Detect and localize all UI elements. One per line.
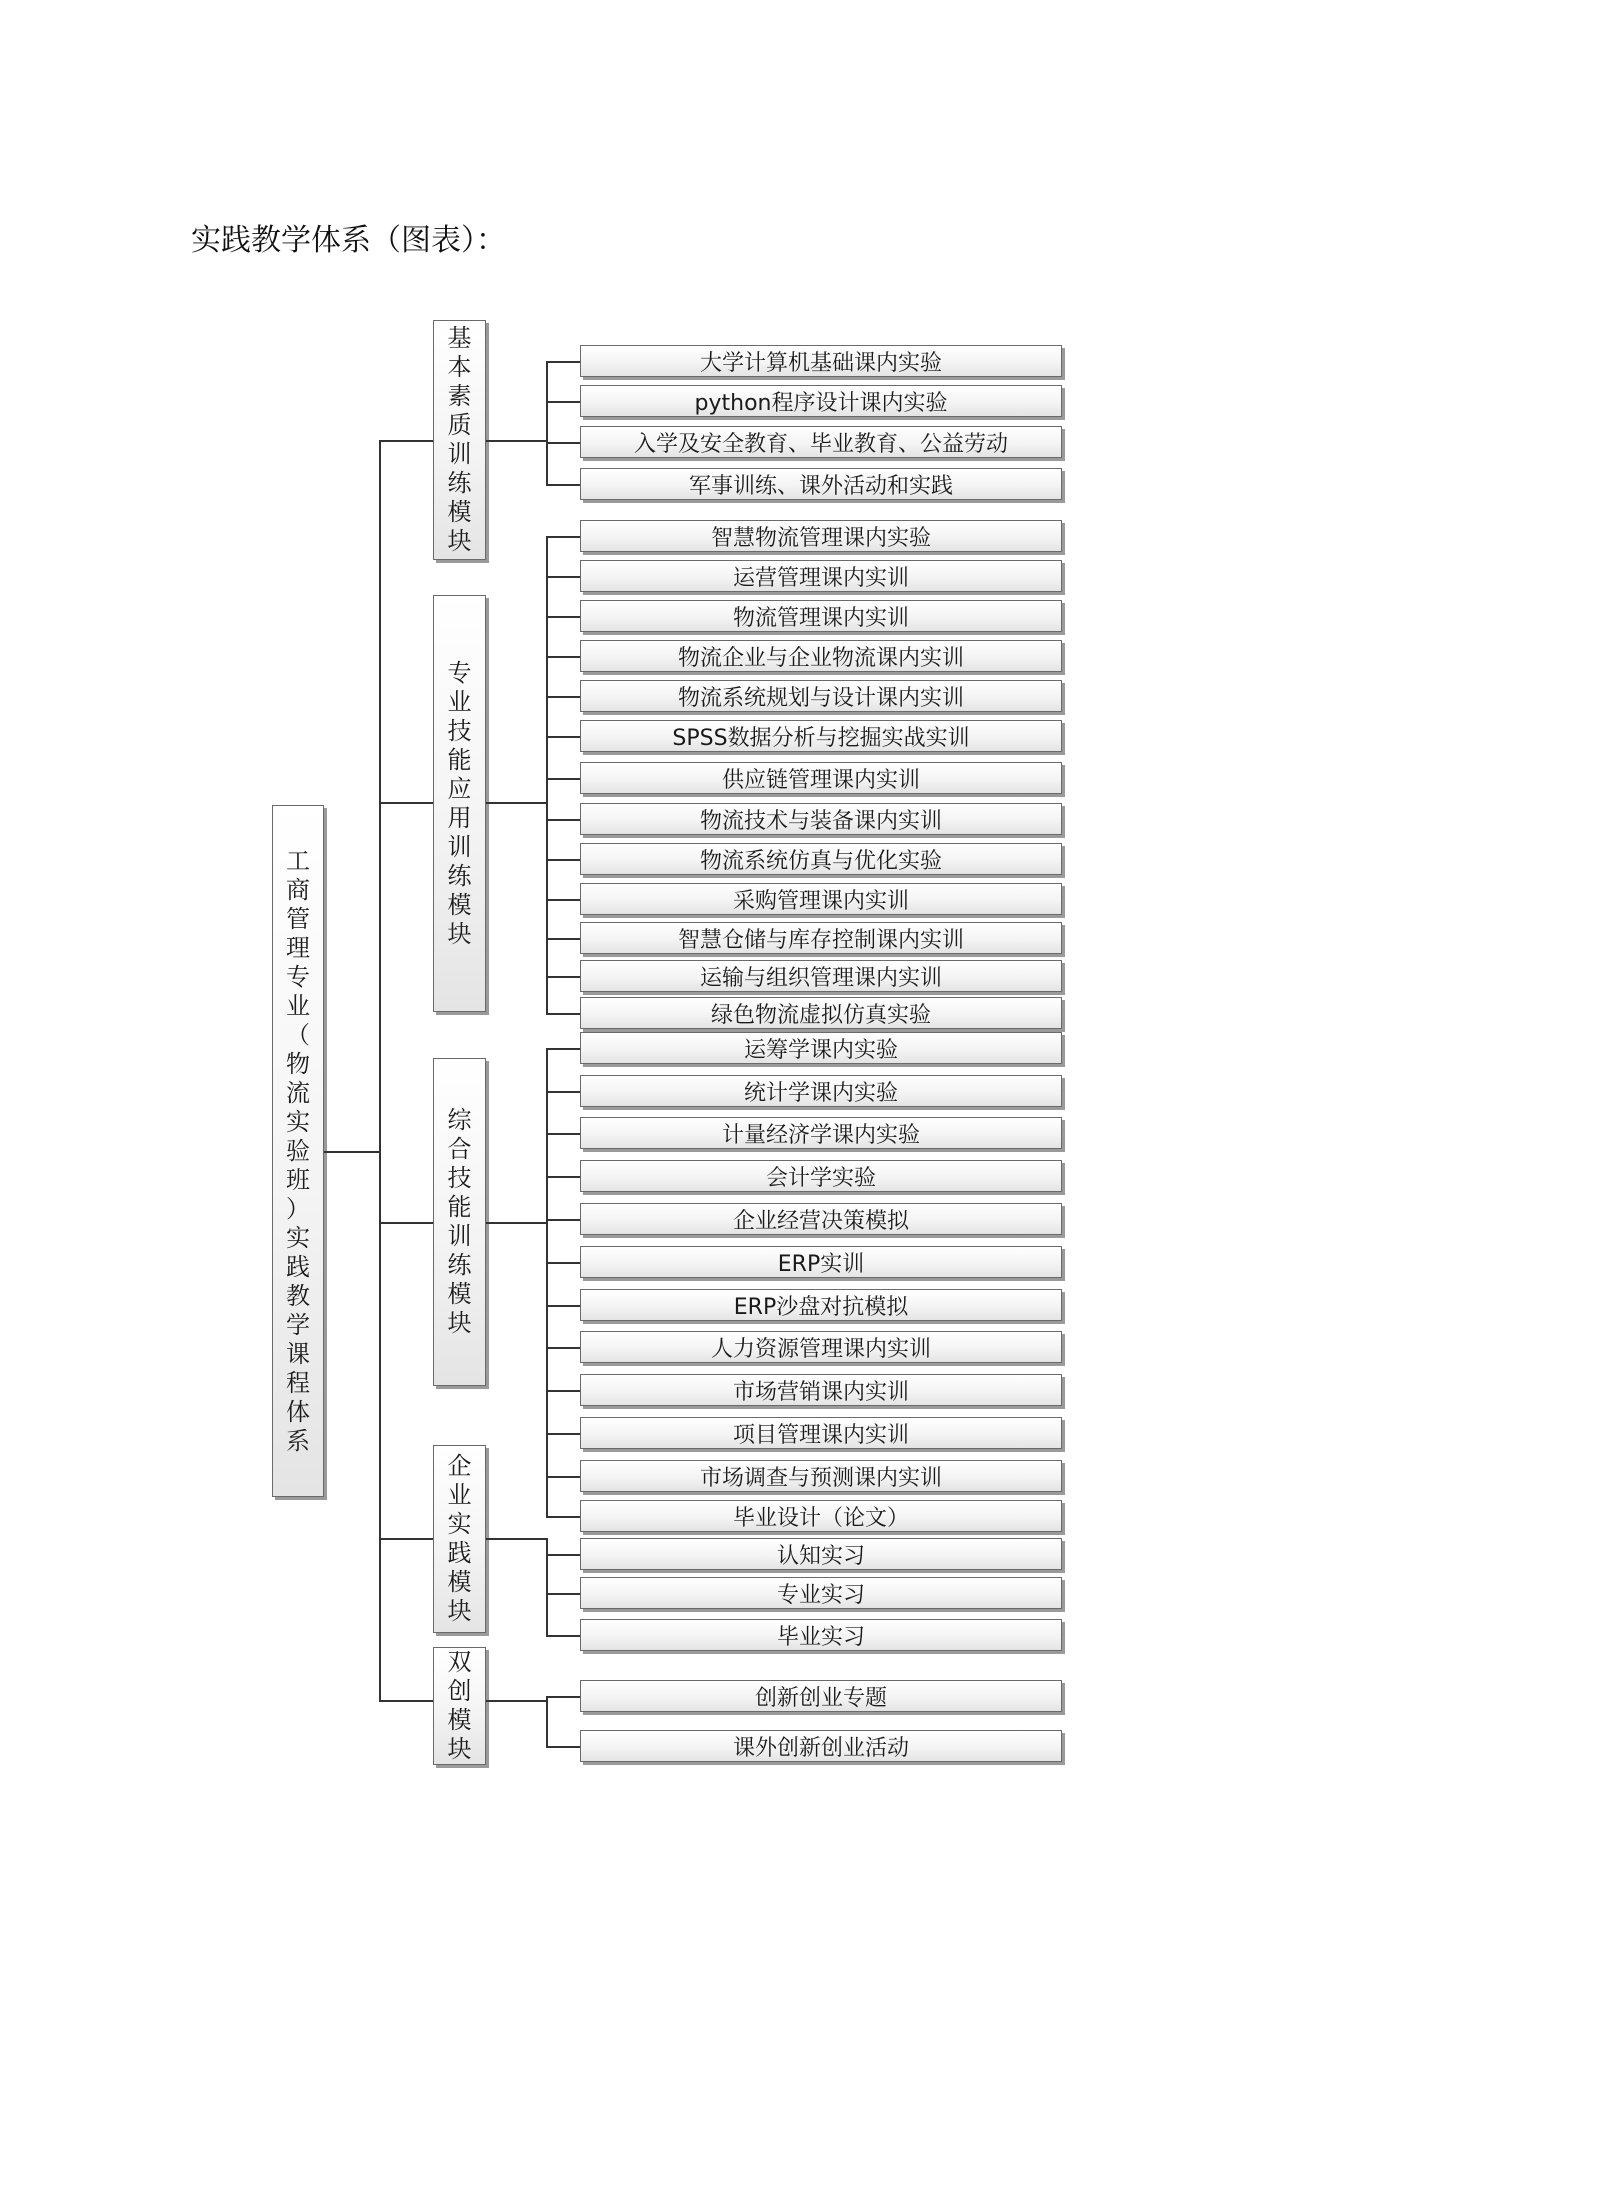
course-item: 统计学课内实验 [580, 1075, 1062, 1107]
root-label-char: 管 [286, 904, 310, 933]
root-label-char: 专 [286, 962, 310, 991]
item-connector [546, 1305, 580, 1307]
course-item: 专业实习 [580, 1577, 1062, 1609]
item-connector [546, 536, 580, 538]
module-label-char: 块 [447, 527, 472, 555]
course-item: 采购管理课内实训 [580, 883, 1062, 915]
root-label-char: 工 [286, 846, 310, 875]
module-node [433, 1647, 486, 1765]
module-node [433, 1445, 486, 1633]
module-label-char: 本 [447, 353, 472, 381]
course-item: python程序设计课内实验 [580, 385, 1062, 417]
module-label-char: 业 [447, 1481, 472, 1509]
root-label-char: 践 [286, 1252, 310, 1281]
item-connector [546, 1176, 580, 1178]
course-item: 物流系统仿真与优化实验 [580, 843, 1062, 875]
item-connector [546, 1635, 580, 1637]
root-label-char: 程 [286, 1368, 310, 1397]
course-item: 智慧物流管理课内实验 [580, 520, 1062, 552]
root-label-char: 实 [286, 1107, 310, 1136]
module-to-items-connector [486, 1222, 546, 1224]
module-label-char: 践 [447, 1539, 472, 1567]
items-spine [546, 361, 548, 484]
root-node [272, 805, 324, 1497]
item-connector [546, 1746, 580, 1748]
module-label-char: 训 [447, 1222, 472, 1250]
item-connector [546, 1013, 580, 1015]
module-label-char: 专 [447, 658, 472, 687]
course-item: 大学计算机基础课内实验 [580, 345, 1062, 377]
item-connector [546, 1091, 580, 1093]
course-item: 创新创业专题 [580, 1680, 1062, 1712]
root-label-char: 学 [286, 1310, 310, 1339]
item-connector [546, 656, 580, 658]
course-item: 运营管理课内实训 [580, 560, 1062, 592]
course-item: 会计学实验 [580, 1160, 1062, 1192]
module-connector [379, 802, 433, 804]
root-label-char: 流 [286, 1078, 310, 1107]
course-item: 军事训练、课外活动和实践 [580, 468, 1062, 500]
course-item: 企业经营决策模拟 [580, 1203, 1062, 1235]
item-connector [546, 696, 580, 698]
root-label-char: 体 [286, 1397, 310, 1426]
module-label-char: 训 [447, 440, 472, 468]
course-item: 毕业设计（论文） [580, 1500, 1062, 1532]
item-connector [546, 1476, 580, 1478]
item-connector [546, 576, 580, 578]
module-label-char: 基 [447, 324, 472, 352]
module-label-char: 技 [447, 716, 472, 745]
item-connector [546, 1048, 580, 1050]
root-label-char: 业 [286, 991, 310, 1020]
module-label-char: 训 [447, 832, 472, 861]
item-connector [546, 819, 580, 821]
item-connector [546, 361, 580, 363]
course-item: ERP沙盘对抗模拟 [580, 1289, 1062, 1321]
course-item: 运输与组织管理课内实训 [580, 960, 1062, 992]
item-connector [546, 859, 580, 861]
module-label-char: 实 [447, 1510, 472, 1538]
course-item: 入学及安全教育、毕业教育、公益劳动 [580, 426, 1062, 458]
module-label-char: 练 [447, 861, 472, 890]
item-connector [546, 616, 580, 618]
module-label-char: 模 [447, 1280, 472, 1308]
item-connector [546, 1133, 580, 1135]
course-item: 认知实习 [580, 1538, 1062, 1570]
module-label-char: 块 [447, 919, 472, 948]
module-label-char: 练 [447, 469, 472, 497]
root-connector [324, 1151, 379, 1153]
item-connector [546, 1554, 580, 1556]
item-connector [546, 1347, 580, 1349]
module-label-char: 双 [447, 1648, 472, 1676]
course-item: SPSS数据分析与挖掘实战实训 [580, 720, 1062, 752]
module-label-char: 技 [447, 1164, 472, 1192]
module-label-char: 练 [447, 1251, 472, 1279]
item-connector [546, 442, 580, 444]
course-item: 运筹学课内实验 [580, 1032, 1062, 1064]
item-connector [546, 1593, 580, 1595]
module-to-items-connector [486, 440, 546, 442]
item-connector [546, 938, 580, 940]
module-node [433, 595, 486, 1012]
root-label-char: 商 [286, 875, 310, 904]
course-item: 计量经济学课内实验 [580, 1117, 1062, 1149]
module-node [433, 320, 486, 560]
item-connector [546, 1433, 580, 1435]
module-label-char: 质 [447, 411, 472, 439]
module-connector [379, 440, 433, 442]
root-label-char: （ [286, 1020, 310, 1049]
module-label-char: 模 [447, 1568, 472, 1596]
module-to-items-connector [486, 1538, 546, 1540]
module-label-char: 用 [447, 803, 472, 832]
course-item: 课外创新创业活动 [580, 1730, 1062, 1762]
main-spine [379, 440, 381, 1700]
module-label-char: 块 [447, 1597, 472, 1625]
item-connector [546, 1219, 580, 1221]
item-connector [546, 484, 580, 486]
module-label-char: 块 [447, 1309, 472, 1337]
item-connector [546, 1696, 580, 1698]
course-item: 人力资源管理课内实训 [580, 1331, 1062, 1363]
root-label-char: 实 [286, 1223, 310, 1252]
module-label-char: 综 [447, 1106, 472, 1134]
module-label-char: 能 [447, 1193, 472, 1221]
module-connector [379, 1700, 433, 1702]
course-item: 市场营销课内实训 [580, 1374, 1062, 1406]
module-label-char: 创 [447, 1677, 472, 1705]
course-item: 项目管理课内实训 [580, 1417, 1062, 1449]
item-connector [546, 401, 580, 403]
course-item: 毕业实习 [580, 1619, 1062, 1651]
root-label-char: 系 [286, 1426, 310, 1455]
course-item: 市场调查与预测课内实训 [580, 1460, 1062, 1492]
module-to-items-connector [486, 802, 546, 804]
module-label-char: 业 [447, 687, 472, 716]
course-item: ERP实训 [580, 1246, 1062, 1278]
root-label-char: 班 [286, 1165, 310, 1194]
items-spine [546, 1696, 548, 1746]
module-label-char: 模 [447, 498, 472, 526]
root-label-char: 物 [286, 1049, 310, 1078]
item-connector [546, 778, 580, 780]
course-item: 绿色物流虚拟仿真实验 [580, 997, 1062, 1029]
course-item: 智慧仓储与库存控制课内实训 [580, 922, 1062, 954]
root-label-char: ） [286, 1194, 310, 1223]
course-item: 供应链管理课内实训 [580, 762, 1062, 794]
course-item: 物流系统规划与设计课内实训 [580, 680, 1062, 712]
module-to-items-connector [486, 1700, 546, 1702]
module-label-char: 模 [447, 1706, 472, 1734]
course-item: 物流企业与企业物流课内实训 [580, 640, 1062, 672]
root-label-char: 教 [286, 1281, 310, 1310]
module-label-char: 企 [447, 1452, 472, 1480]
item-connector [546, 899, 580, 901]
module-node [433, 1058, 486, 1386]
root-label-char: 验 [286, 1136, 310, 1165]
course-item: 物流技术与装备课内实训 [580, 803, 1062, 835]
items-spine [546, 1538, 548, 1635]
page-title: 实践教学体系（图表）： [191, 223, 506, 258]
module-label-char: 块 [447, 1735, 472, 1763]
root-label-char: 理 [286, 933, 310, 962]
module-label-char: 素 [447, 382, 472, 410]
root-label-char: 课 [286, 1339, 310, 1368]
module-connector [379, 1538, 433, 1540]
item-connector [546, 1390, 580, 1392]
item-connector [546, 1516, 580, 1518]
module-label-char: 应 [447, 774, 472, 803]
items-spine [546, 536, 548, 1013]
course-item: 物流管理课内实训 [580, 600, 1062, 632]
module-label-char: 模 [447, 890, 472, 919]
module-label-char: 能 [447, 745, 472, 774]
item-connector [546, 736, 580, 738]
item-connector [546, 1262, 580, 1264]
module-label-char: 合 [447, 1135, 472, 1163]
module-connector [379, 1222, 433, 1224]
item-connector [546, 976, 580, 978]
items-spine [546, 1048, 548, 1516]
